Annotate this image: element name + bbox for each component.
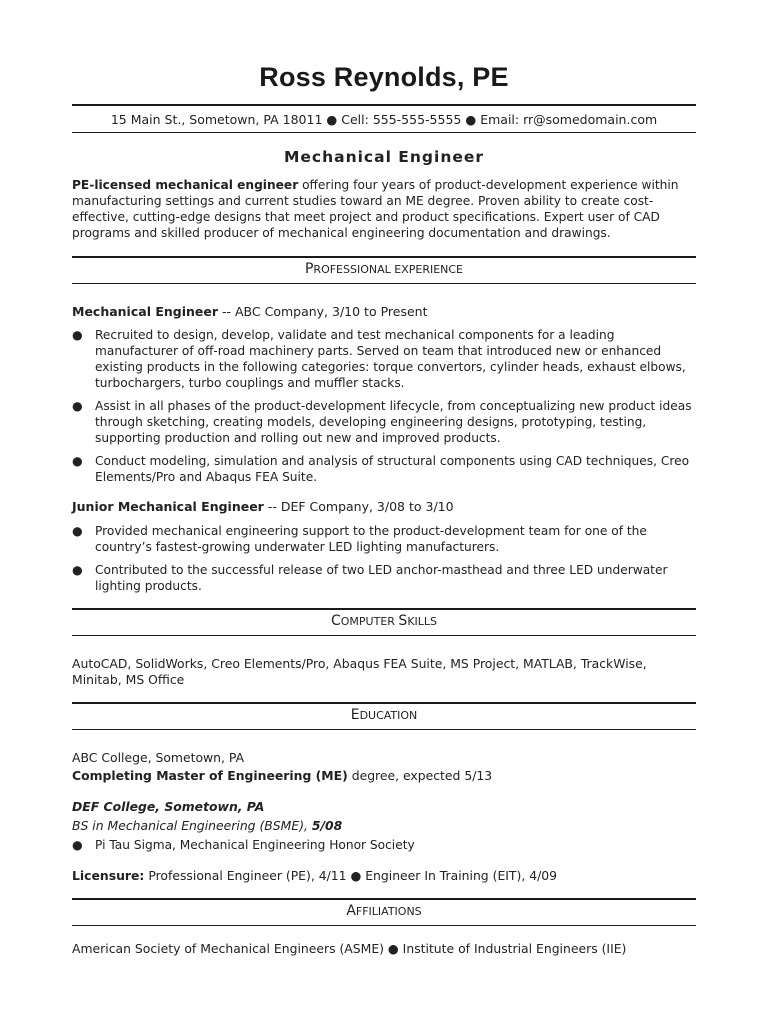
summary [72, 177, 694, 241]
bullet-icon: ● [72, 328, 83, 342]
degree-1 [72, 768, 694, 784]
experience-rule-bottom [72, 283, 696, 284]
bullet-icon: ● [72, 399, 83, 413]
summary-text: offering four years of product-development experience within manufacturing settings and current studies toward an ME degree. Proven ability to create cost-effective, cutting-edge designs that meet project and product specifications. Expert user of CAD programs and skilled producer of mechanical engineering documentation and drawings. [72, 178, 679, 240]
section-heading-education [72, 707, 696, 723]
school-2: DEF College, Sometown, PA [72, 799, 265, 814]
heading-initial: E [350, 707, 360, 723]
header-rule-top [72, 104, 696, 106]
licensure-label: Licensure: [72, 868, 145, 883]
heading-initial: A [346, 903, 356, 919]
affiliations-list: American Society of Mechanical Engineers (ASME) ● Institute of Industrial Engineers (IIE) [72, 941, 627, 956]
header-rule-bottom [72, 132, 696, 133]
summary-lead: PE-licensed mechanical engineer [72, 178, 299, 192]
list-item [72, 327, 694, 391]
contact-line: 15 Main St., Sometown, PA 18011 ● Cell: 555-555-5555 ● Email: rr@somedomain.com [110, 112, 658, 127]
degree-1-details: degree, expected 5/13 [347, 768, 493, 783]
bullet-text: Conduct modeling, simulation and analysis of structural components using CAD techniques, Creo Elements/Pro and Abaqus FEA Suite. [95, 454, 690, 484]
licensure [72, 868, 694, 884]
school-1: ABC College, Sometown, PA [72, 750, 245, 765]
job-heading-2 [72, 499, 694, 514]
job-heading-1 [72, 304, 694, 319]
heading-initial: P [304, 261, 314, 277]
heading-initial: S [398, 613, 408, 629]
bullet-text: Assist in all phases of the product-development lifecycle, from conceptualizing new product ideas through sketching, creating models, developing engineering designs, prototyping, testing, supporting production and rolling out new and improved products. [95, 399, 692, 445]
education-rule-top [72, 702, 696, 704]
degree-2-name: BS in Mechanical Engineering (BSME), [72, 818, 312, 833]
list-item [72, 562, 694, 594]
bullet-text: Contributed to the successful release of two LED anchor-masthead and three LED underwater lighting products. [95, 563, 668, 593]
bullet-text: Recruited to design, develop, validate and test mechanical components for a leading manufacturer of off-road machinery parts. Served on team that introduced new or enhanced existing products in the following categories: torque convertors, cylinder heads, exhaust elbows, turbochargers, turbo couplings and muffler stacks. [95, 328, 686, 390]
heading-rest: FFILIATIONS [355, 905, 422, 918]
education-rule-bottom [72, 729, 696, 730]
heading-rest: DUCATION [359, 709, 418, 722]
bullet-text: Pi Tau Sigma, Mechanical Engineering Honor Society [95, 838, 415, 852]
bullet-icon: ● [72, 838, 83, 852]
skills-rule-top [72, 608, 696, 610]
job-2-bullets [72, 523, 694, 601]
heading-initial: C [330, 613, 341, 629]
experience-rule-top [72, 256, 696, 258]
bullet-icon: ● [72, 563, 83, 577]
section-heading-affiliations [72, 903, 696, 919]
bullet-text: Provided mechanical engineering support to the product-development team for one of the country’s fastest-growing underwater LED lighting manufacturers. [95, 524, 647, 554]
skills-list: AutoCAD, SolidWorks, Creo Elements/Pro, Abaqus FEA Suite, MS Project, MATLAB, TrackWise, Minitab, MS Office [72, 656, 647, 687]
bullet-icon: ● [72, 524, 83, 538]
licensure-text: Professional Engineer (PE), 4/11 ● Engineer In Training (EIT), 4/09 [144, 868, 558, 883]
section-heading-skills [72, 613, 696, 629]
job-1-details: -- ABC Company, 3/10 to Present [218, 304, 428, 319]
list-item [72, 453, 694, 485]
degree-2 [72, 818, 694, 834]
heading-rest: KILLS [407, 615, 438, 628]
job-2-title: Junior Mechanical Engineer [72, 499, 264, 514]
section-heading-experience [72, 261, 696, 277]
degree-2-date: 5/08 [311, 818, 343, 833]
job-title: Mechanical Engineer [283, 148, 485, 166]
affiliations-rule-bottom [72, 925, 696, 926]
job-1-bullets [72, 327, 694, 492]
heading-rest: ROFESSIONAL EXPERIENCE [313, 263, 464, 276]
education-honors [72, 837, 694, 860]
candidate-name: Ross Reynolds, PE [259, 62, 509, 92]
list-item [72, 523, 694, 555]
bullet-icon: ● [72, 454, 83, 468]
skills-rule-bottom [72, 635, 696, 636]
affiliations-rule-top [72, 898, 696, 900]
job-2-details: -- DEF Company, 3/08 to 3/10 [263, 499, 454, 514]
heading-rest: OMPUTER [340, 615, 399, 628]
list-item [72, 398, 694, 446]
list-item [72, 837, 694, 853]
job-1-title: Mechanical Engineer [72, 304, 219, 319]
degree-1-name: Completing Master of Engineering (ME) [72, 768, 348, 783]
